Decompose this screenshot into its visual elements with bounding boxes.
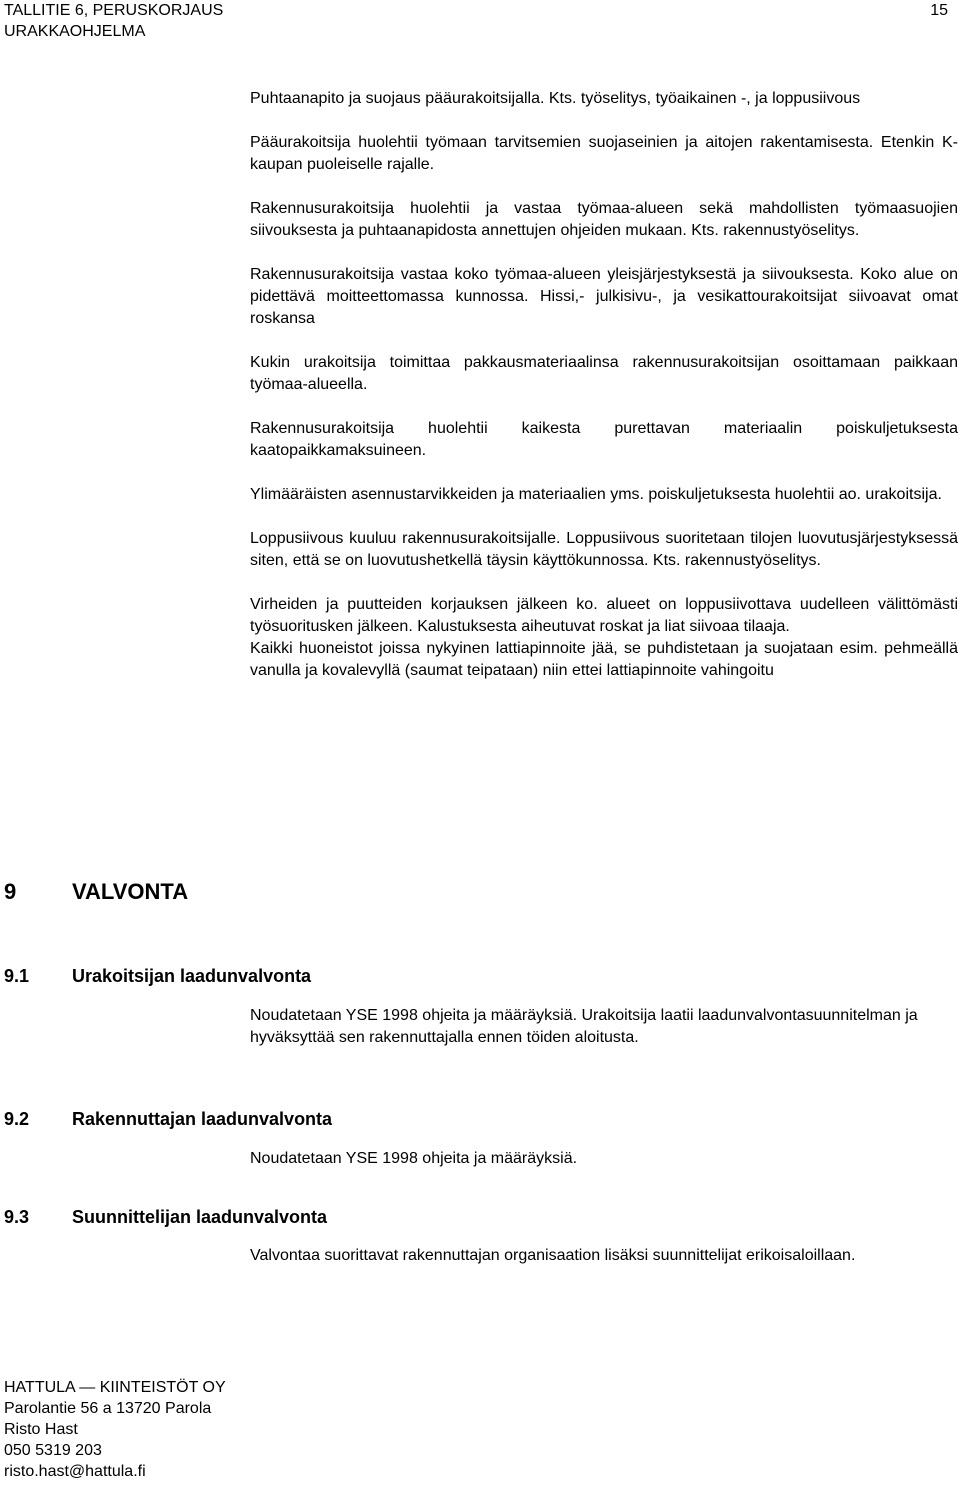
paragraph: Loppusiivous kuuluu rakennusurakoitsijalle. Loppusiivous suoritetaan tilojen luovutusjärjestyksessä siten, että se on luovutushetkellä täysin käyttökunnossa. Kts. rakennustyöselitys. bbox=[250, 530, 958, 569]
subsection-9-2-text bbox=[250, 1148, 958, 1170]
cleaning-section bbox=[250, 88, 958, 682]
footer-email: risto.hast@hattula.fi bbox=[4, 1463, 146, 1480]
paragraph: Virheiden ja puutteiden korjauksen jälkeen ko. alueet on loppusiivottava uudelleen välittömästi työsuoritusken jälkeen. Kalustuksesta aiheutuvat roskat ja liat siivoaa tilaaja. bbox=[250, 596, 958, 635]
paragraph: Valvontaa suorittavat rakennuttajan organisaation lisäksi suunnittelijat erikoisaloillaan. bbox=[250, 1247, 856, 1264]
subsection-9-1-text bbox=[250, 1005, 958, 1049]
section-heading-valvonta bbox=[4, 878, 188, 906]
subsection-number: 9.2 bbox=[4, 1109, 30, 1129]
paragraph: Puhtaanapito ja suojaus pääurakoitsijalla. Kts. työselitys, työaikainen -, ja loppusiivous bbox=[250, 90, 861, 107]
paragraph: Ylimääräisten asennustarvikkeiden ja materiaalien yms. poiskuljetuksesta huolehtii ao. urakoitsija. bbox=[250, 486, 942, 503]
header-project-title: TALLITIE 6, PERUSKORJAUS bbox=[4, 2, 224, 19]
subsection-heading-9-1 bbox=[4, 964, 311, 988]
subsection-title: Urakoitsijan laadunvalvonta bbox=[72, 966, 312, 986]
subsection-heading-9-2 bbox=[4, 1107, 332, 1131]
paragraph: Noudatetaan YSE 1998 ohjeita ja määräyksiä. Urakoitsija laatii laadunvalvontasuunnitelman ja hyväksyttää sen rakennuttajalla ennen töiden aloitusta. bbox=[250, 1007, 918, 1046]
document-header bbox=[4, 0, 223, 42]
header-document-type: URAKKAOHJELMA bbox=[4, 23, 146, 40]
subsection-9-3-text bbox=[250, 1245, 958, 1267]
paragraph: Rakennusurakoitsija vastaa koko työmaa-alueen yleisjärjestyksestä ja siivouksesta. Koko alue on pidettävä moitteettomassa kunnossa. Hissi,- julkisivu-, ja vesikattourakoitsijat siivoavat omat roskansa bbox=[250, 266, 958, 327]
subsection-number: 9.1 bbox=[4, 966, 30, 986]
footer-contact-person: Risto Hast bbox=[4, 1421, 78, 1438]
paragraph: Pääurakoitsija huolehtii työmaan tarvitsemien suojaseinien ja aitojen rakentamisesta. Etenkin K-kaupan puoleiselle rajalle. bbox=[250, 134, 958, 173]
document-footer bbox=[4, 1377, 226, 1482]
paragraph: Kukin urakoitsija toimittaa pakkausmateriaalinsa rakennusurakoitsijan osoittamaan paikkaan työmaa-alueella. bbox=[250, 354, 958, 393]
footer-address: Parolantie 56 a 13720 Parola bbox=[4, 1400, 212, 1417]
subsection-number: 9.3 bbox=[4, 1207, 30, 1227]
paragraph: Rakennusurakoitsija huolehtii ja vastaa työmaa-alueen sekä mahdollisten työmaasuojien siivouksesta ja puhtaanapidosta annettujen ohjeiden mukaan. Kts. rakennustyöselitys. bbox=[250, 200, 958, 239]
subsection-title: Rakennuttajan laadunvalvonta bbox=[72, 1109, 333, 1129]
section-title: VALVONTA bbox=[72, 879, 189, 904]
footer-phone: 050 5319 203 bbox=[4, 1442, 102, 1459]
section-number: 9 bbox=[4, 879, 17, 904]
paragraph: Noudatetaan YSE 1998 ohjeita ja määräyksiä. bbox=[250, 1150, 578, 1167]
footer-company: HATTULA — KIINTEISTÖT OY bbox=[4, 1379, 226, 1396]
subsection-title: Suunnittelijan laadunvalvonta bbox=[72, 1207, 328, 1227]
paragraph: Rakennusurakoitsija huolehtii kaikesta purettavan materiaalin poiskuljetuksesta kaatopaikkamaksuineen. bbox=[250, 420, 958, 459]
paragraph: Kaikki huoneistot joissa nykyinen lattiapinnoite jää, se puhdistetaan ja suojataan esim. pehmeällä vanulla ja kovalevyllä (saumat teipataan) niin ettei lattiapinnoite vahingoitu bbox=[250, 640, 958, 679]
page-number: 15 bbox=[930, 2, 948, 19]
subsection-heading-9-3 bbox=[4, 1205, 327, 1229]
